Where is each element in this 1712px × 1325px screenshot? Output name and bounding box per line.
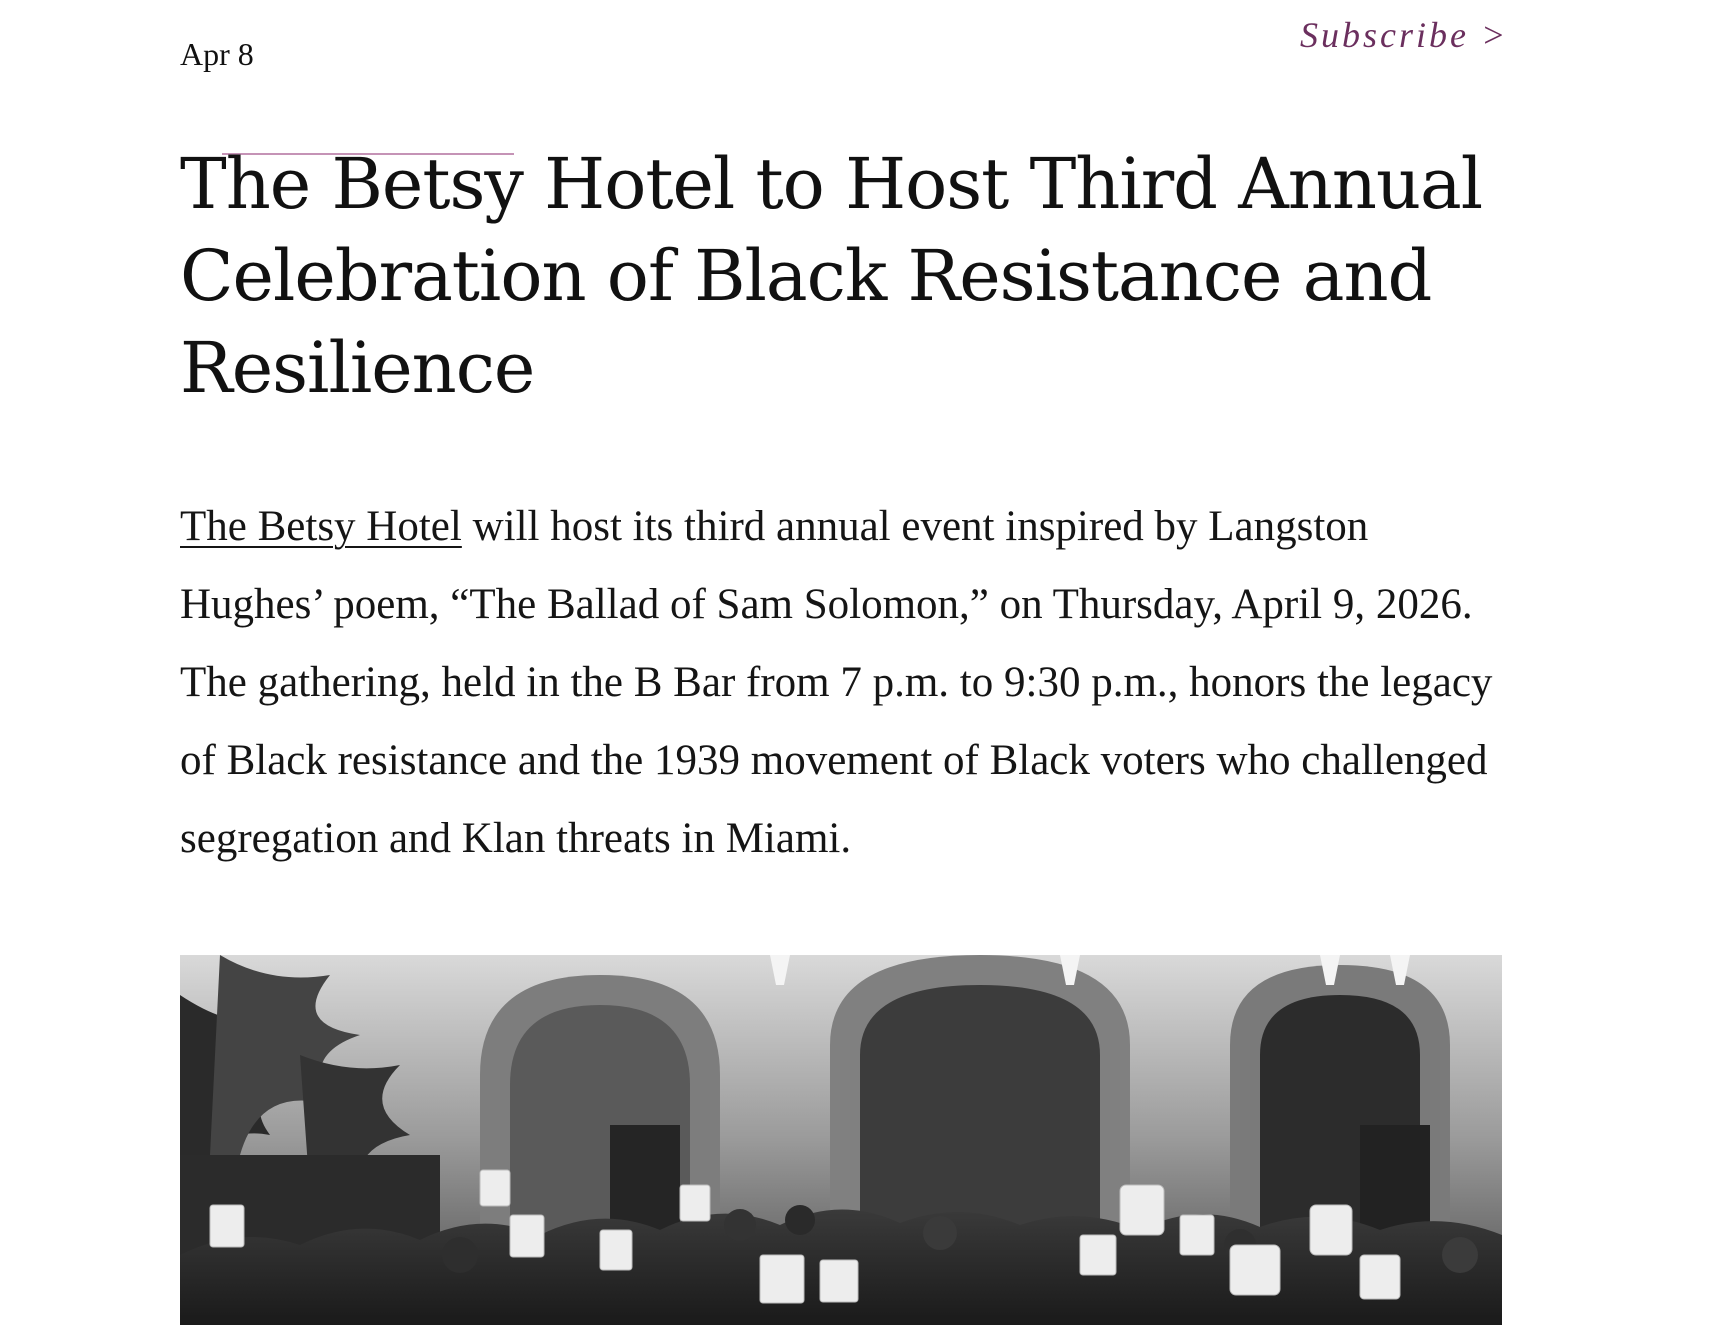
event-photo xyxy=(180,955,1502,1325)
article-title: The Betsy Hotel to Host Third Annual Celebration of Black Resistance and Resilience xyxy=(180,143,1483,409)
lede-text: will host its third annual event inspired by Langston Hughes’ poem, “The Ballad of Sam Solomon,” on Thursday, April 9, 2026. The gathering, held in the B Bar from 7 p.m. to 9:30 p.m., honors the legacy of Black resistance and the 1939 movement of Black voters who challenged segregation and Klan threats in Miami. xyxy=(180,503,1493,862)
betsy-hotel-link[interactable]: The Betsy Hotel xyxy=(180,503,462,550)
post-date: Apr 8 xyxy=(180,36,254,72)
subscribe-link[interactable]: Subscribe > xyxy=(1300,15,1509,55)
event-photo-illustration xyxy=(180,955,1502,1325)
article-lede xyxy=(180,488,1520,878)
